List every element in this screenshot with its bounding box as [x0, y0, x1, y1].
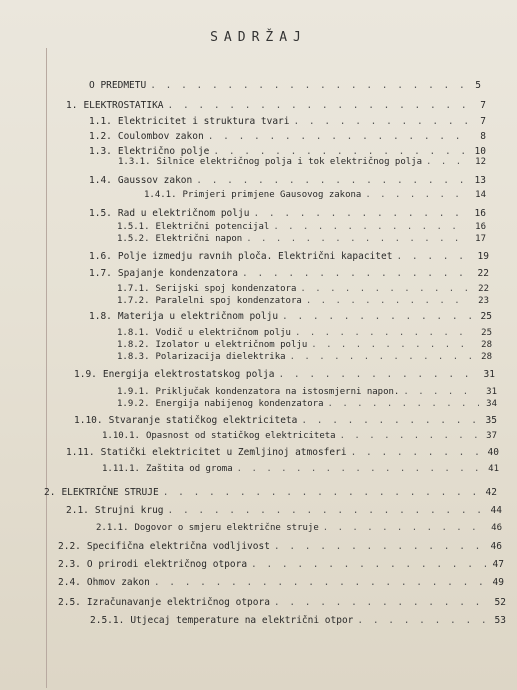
toc-entry	[74, 414, 497, 427]
toc-entry-page: 53	[494, 615, 506, 626]
toc-entry-title: ELEKTROSTATIKA	[83, 100, 164, 111]
toc-entry-title: Ohmov zakon	[86, 577, 150, 588]
toc-entry-page: 8	[480, 131, 486, 142]
toc-entry-number: 2.3.	[58, 559, 81, 570]
toc-entry	[89, 267, 489, 280]
toc-entry-page: 25	[481, 328, 492, 338]
toc-entry-number: 2.1.	[66, 505, 89, 516]
toc-entry-title: Statički elektricitet u Zemljinoj atmosferi	[100, 447, 347, 458]
toc-entry-title: Coulombov zakon	[117, 131, 204, 142]
toc-entry-page: 40	[487, 447, 499, 458]
toc-entry-title: Strujni krug	[94, 505, 164, 516]
toc-entry-title: Materija u električnom polju	[117, 311, 279, 322]
toc-entry-title: O prirodi električnog otpora	[86, 559, 248, 570]
toc-entry-number: 1.3.1.	[118, 157, 151, 167]
toc-entry-page: 42	[485, 487, 497, 498]
toc-entry-number: 1.7.	[89, 268, 112, 279]
toc-leader-dots	[282, 310, 474, 323]
toc-entry-number: 1.5.2.	[117, 234, 150, 244]
toc-entry-number: 1.7.1.	[117, 284, 150, 294]
toc-entry	[96, 522, 502, 535]
toc-entry-page: 31	[483, 369, 495, 380]
toc-entry	[66, 504, 502, 517]
toc-entry-number: 2.	[44, 487, 56, 498]
toc-entry-number: 1.8.1.	[117, 328, 150, 338]
toc-entry-page: 37	[486, 431, 497, 441]
toc-entry-title: Energija elektrostatskog polja	[102, 369, 275, 380]
toc-entry	[89, 115, 486, 128]
toc-entry-page: 22	[477, 268, 489, 279]
toc-entry	[102, 463, 499, 476]
toc-entry-title: Stvaranje statičkog elektriciteta	[108, 415, 298, 426]
toc-entry-title: Energija nabijenog kondenzatora	[155, 399, 324, 409]
toc-leader-dots	[301, 414, 479, 427]
toc-leader-dots	[208, 130, 468, 143]
toc-entry	[89, 310, 492, 323]
toc-entry-number: 1.4.1.	[144, 190, 177, 200]
toc-entry-title: Polarizacija dielektrika	[155, 352, 286, 362]
toc-entry-number: 1.4.	[89, 175, 112, 186]
toc-entry-page: 10	[474, 146, 486, 157]
toc-entry-page: 34	[486, 399, 497, 409]
toc-entry	[117, 233, 486, 246]
toc-entry	[89, 130, 486, 143]
toc-entry-page: 44	[490, 505, 502, 516]
toc-entry	[58, 540, 502, 553]
toc-entry-page: 7	[480, 100, 486, 111]
toc-entry-number: 2.5.	[58, 597, 81, 608]
toc-entry-page: 13	[474, 175, 486, 186]
toc-entry-title: Elektricitet i struktura tvari	[117, 116, 290, 127]
toc-entry-number: 1.9.2.	[117, 399, 150, 409]
toc-entry-page: 35	[485, 415, 497, 426]
toc-entry	[117, 398, 497, 411]
toc-entry	[144, 189, 486, 202]
toc-entry-title: Utjecaj temperature na električni otpor	[130, 615, 354, 626]
toc-entry-title: Gaussov zakon	[117, 175, 193, 186]
toc-entry-title: Specifična električna vodljivost	[86, 541, 270, 552]
toc-entry-number: 1.8.	[89, 311, 112, 322]
toc-entry-number: 1.9.1.	[117, 387, 150, 397]
toc-leader-dots	[396, 250, 471, 263]
toc-entry-page: 46	[490, 541, 502, 552]
page-title: SADRŽAJ	[210, 30, 307, 45]
toc-leader-dots	[251, 558, 486, 571]
toc-entry-number: 1.9.	[74, 369, 97, 380]
toc-entry-title: Rad u električnom polju	[117, 208, 250, 219]
toc-entry-title: Serijski spoj kondenzatora	[155, 284, 297, 294]
toc-leader-dots	[168, 99, 468, 112]
toc-leader-dots	[150, 79, 463, 92]
toc-entry-number: 1.6.	[89, 251, 112, 262]
toc-leader-dots	[274, 596, 488, 609]
toc-leader-dots	[426, 156, 468, 169]
toc-entry	[89, 174, 486, 187]
toc-entry-number: 1.10.1.	[102, 431, 140, 441]
toc-entry-number: 2.4.	[58, 577, 81, 588]
margin-rule	[46, 48, 47, 688]
toc-leader-dots	[246, 233, 468, 246]
toc-leader-dots	[253, 207, 468, 220]
toc-entry	[118, 156, 486, 169]
toc-entry	[102, 430, 497, 443]
toc-leader-dots	[163, 486, 479, 499]
toc-entry-page: 14	[475, 190, 486, 200]
toc-leader-dots	[340, 430, 479, 443]
toc-entry-title: Električni napon	[155, 234, 243, 244]
toc-entry-title: Izračunavanje električnog otpora	[86, 597, 270, 608]
toc-leader-dots	[196, 174, 468, 187]
toc-entry	[66, 446, 499, 459]
toc-leader-dots	[323, 522, 484, 535]
toc-leader-dots	[357, 614, 488, 627]
toc-entry-number: 1.5.	[89, 208, 112, 219]
toc-entry	[117, 351, 492, 364]
toc-entry-page: 49	[492, 577, 504, 588]
toc-entry-page: 19	[477, 251, 489, 262]
toc-leader-dots	[328, 398, 480, 411]
toc-entry-page: 52	[494, 597, 506, 608]
toc-entry	[89, 207, 486, 220]
toc-leader-dots	[365, 189, 468, 202]
toc-entry-number: 2.1.1.	[96, 523, 129, 533]
toc-entry-page: 5	[475, 80, 481, 91]
toc-entry-page: 16	[475, 222, 486, 232]
toc-entry-page: 17	[475, 234, 486, 244]
toc-entry-number: 1.3.	[89, 146, 112, 157]
toc-entry-number: 1.2.	[89, 131, 112, 142]
toc-leader-dots	[306, 295, 471, 308]
toc-entry-title: Električni potencijal	[155, 222, 270, 232]
toc-leader-dots	[278, 368, 477, 381]
toc-entry-page: 25	[480, 311, 492, 322]
toc-entry-page: 31	[486, 387, 497, 397]
toc-entry-page: 28	[481, 352, 492, 362]
toc-entry-page: 16	[474, 208, 486, 219]
toc-entry-number: 2.2.	[58, 541, 81, 552]
toc-entry-page: 12	[475, 157, 486, 167]
toc-entry-number: 1.1.	[89, 116, 112, 127]
toc-entry-page: 23	[478, 296, 489, 306]
toc-entry-number: 1.8.3.	[117, 352, 150, 362]
toc-entry-number: 1.10.	[74, 415, 103, 426]
toc-leader-dots	[293, 115, 468, 128]
toc-entry	[90, 614, 506, 627]
toc-entry-title: Spajanje kondenzatora	[117, 268, 238, 279]
toc-entry-number: 1.5.1.	[117, 222, 150, 232]
toc-entry-number: 1.	[66, 100, 78, 111]
toc-entry	[89, 250, 489, 263]
toc-entry-title: Polje izmedju ravnih ploča. Električni kapacitet	[117, 251, 393, 262]
toc-entry-page: 46	[491, 523, 502, 533]
toc-entry-page: 28	[481, 340, 492, 350]
toc-entry-title: Vodič u električnom polju	[155, 328, 291, 338]
toc-entry-number: 2.5.1.	[90, 615, 125, 626]
toc-entry-title: Priključak kondenzatora na istosmjerni napon.	[155, 387, 400, 397]
toc-leader-dots	[237, 463, 481, 476]
toc-entry	[58, 576, 504, 589]
toc-entry	[44, 486, 497, 499]
toc-entry-page: 41	[488, 464, 499, 474]
toc-entry-number: 1.7.2.	[117, 296, 150, 306]
toc-entry-title: Paralelni spoj kondenzatora	[155, 296, 302, 306]
toc-entry	[66, 99, 486, 112]
toc-entry-title: Dogovor o smjeru električne struje	[134, 523, 319, 533]
toc-entry	[89, 79, 481, 92]
toc-entry-title: O PREDMETU	[89, 80, 147, 91]
toc-entry-title: Primjeri primjene Gausovog zakona	[182, 190, 362, 200]
toc-leader-dots	[351, 446, 481, 459]
toc-entry-page: 47	[492, 559, 504, 570]
toc-entry	[58, 596, 506, 609]
toc-entry-title: ELEKTRIČNE STRUJE	[61, 487, 159, 498]
toc-entry-number: 1.11.	[66, 447, 95, 458]
toc-entry-number: 1.11.1.	[102, 464, 140, 474]
toc-leader-dots	[154, 576, 486, 589]
toc-entry-page: 22	[478, 284, 489, 294]
toc-entry-page: 7	[480, 116, 486, 127]
toc-entry-number: 1.8.2.	[117, 340, 150, 350]
toc-entry-title: Električno polje	[117, 146, 210, 157]
toc-entry-title: Izolator u električnom polju	[155, 340, 308, 350]
toc-entry	[74, 368, 495, 381]
toc-leader-dots	[290, 351, 474, 364]
toc-entry	[117, 295, 489, 308]
toc-entry-title: Zaštita od groma	[145, 464, 233, 474]
toc-entry	[58, 558, 504, 571]
toc-leader-dots	[168, 504, 484, 517]
toc-leader-dots	[274, 540, 484, 553]
toc-entry-title: Silnice električnog polja i tok električnog polja	[156, 157, 423, 167]
toc-leader-dots	[242, 267, 471, 280]
toc-entry-title: Opasnost od statičkog elektriciteta	[145, 431, 336, 441]
